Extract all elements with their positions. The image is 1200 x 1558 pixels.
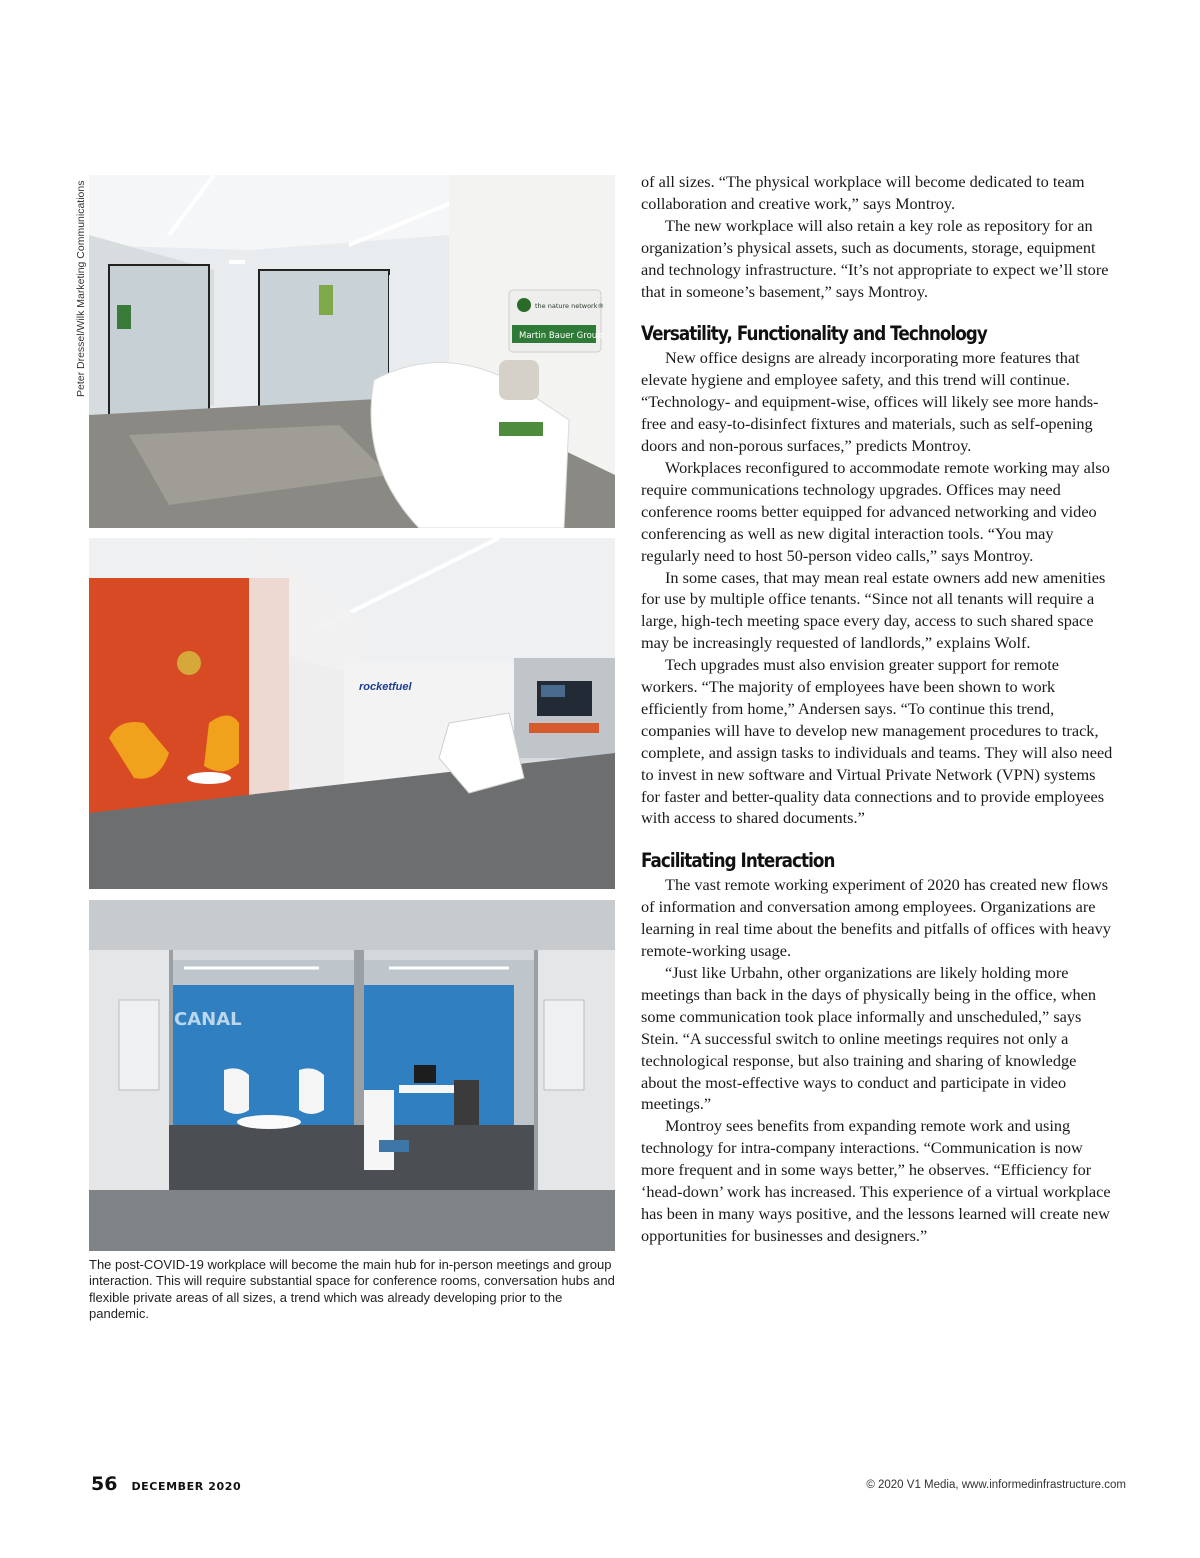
paragraph: Workplaces reconfigured to accommodate remote working may also require communications technology upgrades. Offices may need conference rooms better equipped for advanced networking and video conferencing as well as new digital interaction tools. “You may regularly need to host 50-person video calls,” says Montroy. xyxy=(641,457,1110,565)
article-column xyxy=(641,171,1113,1247)
paragraph: Tech upgrades must also envision greater support for remote workers. “The majority of employees have been shown to work efficiently from home,” Andersen says. “To continue this trend, companies will have to develop new management procedures to track, complete, and assign tasks to individuals and teams. They will also need to invest in new software and Virtual Private Network (VPN) systems for faster and better-quality data connections and to provide employees with access to shared documents.” xyxy=(641,655,1113,828)
wall-logo-rocketfuel: rocketfuel xyxy=(359,681,412,693)
photo-lounge xyxy=(89,538,615,889)
paragraph: The new workplace will also retain a key role as repository for an organization’s physical assets, such as documents, storage, equipment and technology infrastructure. “It’s not appropriate to expect we’ll store that in someone’s basement,” says Montroy. xyxy=(641,215,1109,301)
paragraph: “Just like Urbahn, other organizations are likely holding more meetings than back in the days of physically being in the office, when some communication took place informally and unscheduled,” says Stein. “A successful switch to online meetings requires not only a technological response, but also training and sharing of knowledge about the most-effective ways to conduct and participate in video meetings.” xyxy=(641,963,1097,1114)
photo-reception-lobby xyxy=(89,175,615,528)
section-heading: Facilitating Interaction xyxy=(641,849,835,873)
sign-martin-bauer: Martin Bauer Group xyxy=(519,331,603,341)
paragraph: New office designs are already incorporating more features that elevate hygiene and employee safety, and this trend will continue. “Technology- and equipment-wise, offices will likely see more hands-free and easy-to-disinfect fixtures and materials, such as self-opening doors and non-porous surfaces,” predicts Montroy. xyxy=(641,348,1099,456)
footer-folio xyxy=(91,1473,241,1495)
sign-nature-network: the nature network® xyxy=(535,302,604,310)
photo-credit: Peter Dressel/Wilk Marketing Communications xyxy=(75,180,87,397)
paragraph: In some cases, that may mean real estate owners add new amenities for use by multiple office tenants. “Since not all tenants will require a large, high-tech meeting space every day, access to such shared space may be increasingly requested of landlords,” explains Wolf. xyxy=(641,567,1106,653)
photo-canal-room xyxy=(89,900,615,1251)
paragraph: The vast remote working experiment of 2020 has created new flows of information and conversation among employees. Organizations are learning in real time about the benefits and pitfalls of offices with heavy remote-working usage. xyxy=(641,875,1111,961)
photo-caption: The post-COVID-19 workplace will become the main hub for in-person meetings and group interaction. This will require substantial space for conference rooms, conversation hubs and flexible private areas of all sizes, a trend which was already developing prior to the pandemic. xyxy=(89,1257,615,1322)
paragraph: Montroy sees benefits from expanding remote work and using technology for intra-company interactions. “Communication is now more frequent and in some ways better,” he observes. “Efficiency for ‘head-down’ work has increased. This experience of a virtual workplace has been in many ways positive, and the lessons learned will create new opportunities for businesses and designers.” xyxy=(641,1116,1111,1245)
room-name-canal: CANAL xyxy=(174,1009,242,1030)
page-number: 56 xyxy=(91,1473,118,1495)
section-heading: Versatility, Functionality and Technology xyxy=(641,322,987,346)
issue-date: DECEMBER 2020 xyxy=(131,1480,242,1493)
footer-copyright: © 2020 V1 Media, www.informedinfrastructure.com xyxy=(866,1479,1126,1491)
paragraph: of all sizes. “The physical workplace will become dedicated to team collaboration and creative work,” says Montroy. xyxy=(641,172,1085,213)
